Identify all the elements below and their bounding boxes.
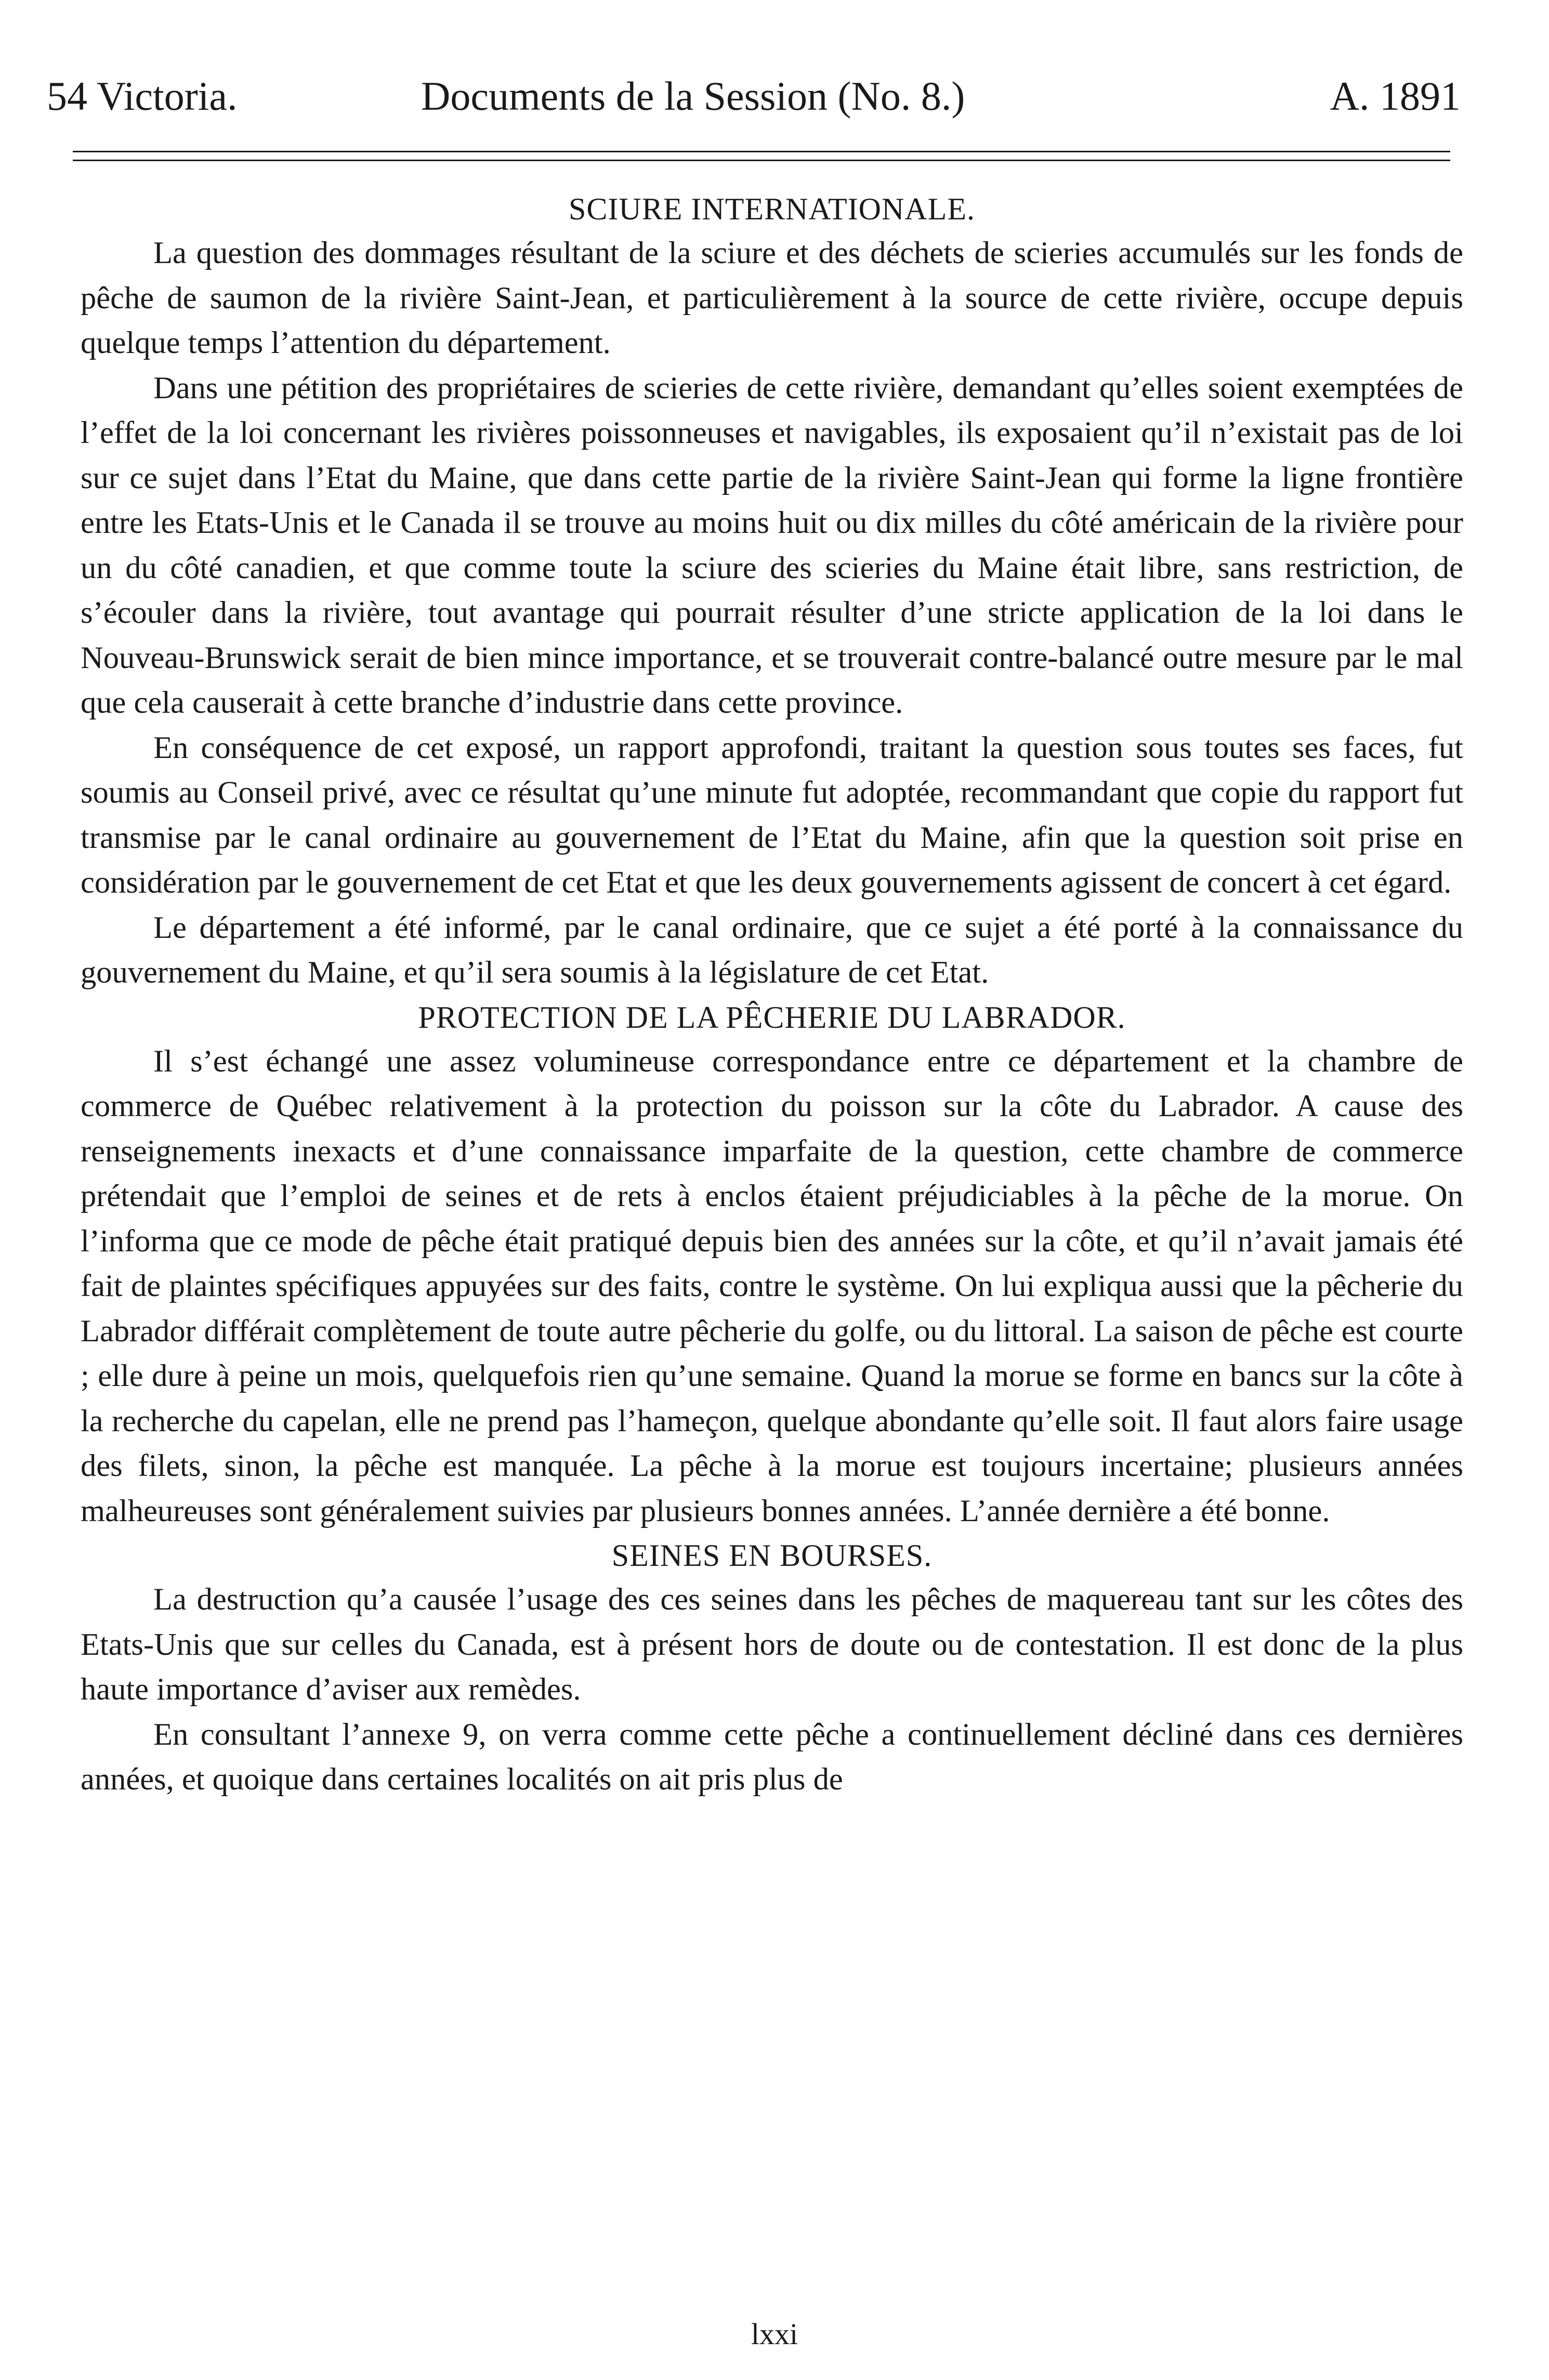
- paragraph: Dans une pétition des propriétaires de scieries de cette rivière, demandant qu’elles soient exemptées de l’effet de la loi concernant les rivières poissonneuses et navigables, ils exposaient qu’il n’existait pas de loi sur ce sujet dans l’Etat du Maine, que dans cette partie de la rivière Saint-Jean qui forme la ligne frontière entre les Etats-Unis et le Canada il se trouve au moins huit ou dix milles du côté américain de la rivière pour un du côté canadien, et que comme toute la sciure des scieries du Maine était libre, sans restriction, de s’écouler dans la rivière, tout avantage qui pourrait résulter d’une stricte application de la loi dans le Nouveau-Brunswick serait de bien mince importance, et se trouverait contre-balancé outre mesure par le mal que cela causerait à cette branche d’industrie dans cette province.: [81, 370, 1463, 720]
- header-volume: 54 Victoria.: [47, 73, 238, 119]
- section-title-sciure: SCIURE INTERNATIONALE.: [569, 192, 975, 226]
- header-double-rule: [73, 151, 1450, 161]
- paragraph: Il s’est échangé une assez volumineuse correspondance entre ce département et la chambre de commerce de Québec relativement à la protection du poisson sur la côte du Labrador. A cause des renseignements inexacts et d’une connaissance imparfaite de la question, cette chambre de commerce prétendait que l’emploi de seines et de rets à enclos étaient préjudiciables à la pêche de la morue. On l’informa que ce mode de pêche était pratiqué depuis bien des années sur la côte, et qu’il n’avait jamais été fait de plaintes spécifiques appuyées sur des faits, contre le système. On lui expliqua aussi que la pêcherie du Labrador différait complètement de toute autre pêcherie du golfe, ou du littoral. La saison de pêche est courte ; elle dure à peine un mois, quelquefois rien qu’une semaine. Quand la morue se forme en bancs sur la côte à la recherche du capelan, elle ne prend pas l’hameçon, quelque abondante qu’elle soit. Il faut alors faire usage des filets, sinon, la pêche est manquée. La pêche à la morue est toujours incertaine; plusieurs années malheureuses sont généralement suivies par plusieurs bonnes années. L’année dernière a été bonne.: [81, 1043, 1463, 1528]
- paragraph: Le département a été informé, par le canal ordinaire, que ce sujet a été porté à la connaissance du gouvernement du Maine, et qu’il sera soumis à la législature de cet Etat.: [81, 910, 1463, 990]
- running-header: [47, 68, 1461, 125]
- paragraph: En conséquence de cet exposé, un rapport approfondi, traitant la question sous toutes ses faces, fut soumis au Conseil privé, avec ce résultat qu’une minute fut adoptée, recommandant que copie du rapport fut transmise par le canal ordinaire au gouvernement de l’Etat du Maine, afin que la question soit prise en considération par le gouvernement de cet Etat et que les deux gouvernements agissent de concert à cet égard.: [81, 730, 1463, 900]
- section-title-seines: SEINES EN BOURSES.: [611, 1538, 933, 1573]
- paragraph: En consultant l’annexe 9, on verra comme cette pêche a continuellement décliné dans ces dernières années, et quoique dans certaines localités on ait pris plus de: [81, 1717, 1463, 1797]
- body-text: [81, 187, 1463, 1802]
- paragraph: La question des dommages résultant de la sciure et des déchets de scieries accumulés sur les fonds de pêche de saumon de la rivière Saint-Jean, et particulièrement à la source de cette rivière, occupe depuis quelque temps l’attention du département.: [81, 236, 1463, 360]
- header-title: Documents de la Session (No. 8.): [421, 73, 965, 119]
- paragraph: La destruction qu’a causée l’usage des ces seines dans les pêches de maquereau tant sur les côtes des Etats-Unis que sur celles du Canada, est à présent hors de doute ou de contestation. Il est donc de la plus haute importance d’aviser aux remèdes.: [81, 1582, 1463, 1707]
- header-year: A. 1891: [1330, 73, 1461, 119]
- page-number: lxxi: [751, 2317, 798, 2351]
- section-title-labrador: PROTECTION DE LA PÊCHERIE DU LABRADOR.: [418, 1000, 1126, 1035]
